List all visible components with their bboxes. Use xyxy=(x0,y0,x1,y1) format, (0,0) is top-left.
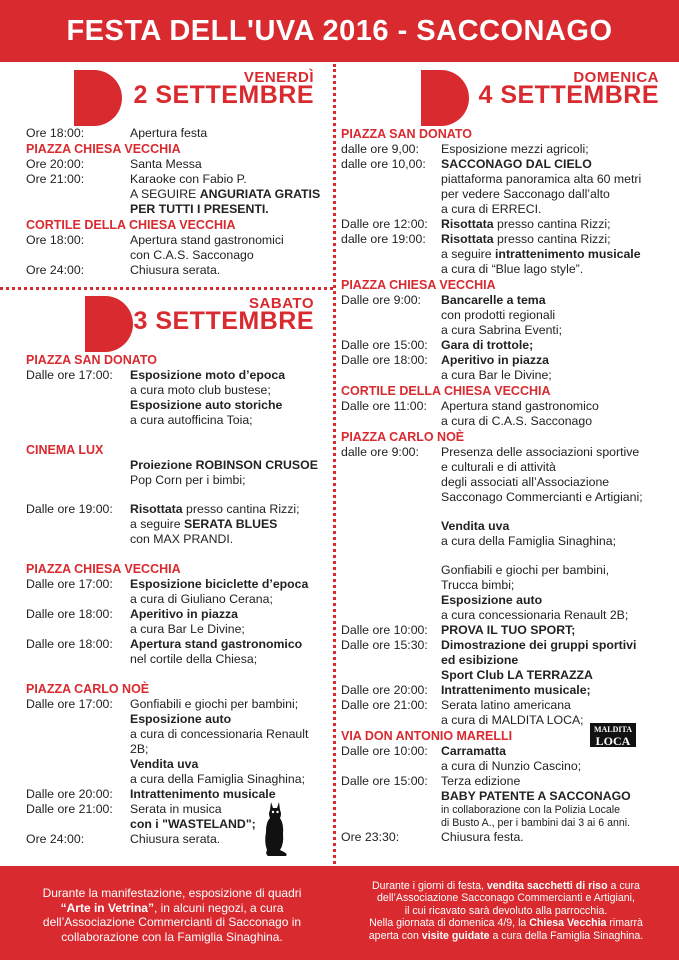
schedule-time: Dalle ore 15:00: xyxy=(341,774,428,788)
schedule-description: Gara di trottole; xyxy=(441,338,534,352)
schedule-row xyxy=(26,517,328,532)
schedule-description: Esposizione moto d’epoca xyxy=(130,368,286,382)
schedule-row xyxy=(26,727,328,757)
day-name: DOMENICA xyxy=(573,69,659,86)
schedule-list xyxy=(26,458,328,488)
saturday-section xyxy=(26,292,328,847)
schedule-time xyxy=(341,563,441,578)
schedule-description: BABY PATENTE A SACCONAGO xyxy=(441,789,631,803)
schedule-description: Chiusura serata. xyxy=(130,832,221,846)
schedule-time: Dalle ore 20:00: xyxy=(341,683,428,697)
schedule-row xyxy=(341,653,667,668)
schedule-description: con prodotti regionali xyxy=(441,308,556,322)
schedule-time xyxy=(341,534,441,549)
schedule-list xyxy=(341,399,667,429)
schedule-row xyxy=(341,414,667,429)
schedule-time xyxy=(26,517,130,532)
vertical-divider xyxy=(333,64,336,864)
schedule-time xyxy=(341,608,441,623)
schedule-row: Ore 18:00: Apertura stand gastronomici xyxy=(26,233,284,247)
schedule-description: a cura di concessionaria Renault 2B; xyxy=(130,727,309,756)
schedule-description: Dimostrazione dei gruppi sportivi xyxy=(441,638,637,652)
schedule-time xyxy=(26,772,130,787)
schedule-description: Serata latino americana xyxy=(441,698,571,712)
venue-heading: PIAZZA CHIESA VECCHIA xyxy=(341,278,496,292)
schedule-description: con MAX PRANDI. xyxy=(130,532,234,546)
schedule-time xyxy=(341,713,441,728)
schedule-description: Esposizione auto storiche xyxy=(130,398,283,412)
schedule-time xyxy=(341,593,441,608)
schedule-time xyxy=(26,817,130,832)
schedule-list xyxy=(26,502,328,547)
schedule-time xyxy=(341,519,441,534)
schedule-time: Dalle ore 20:00: xyxy=(26,787,113,801)
schedule-description: a cura della Famiglia Sinaghina; xyxy=(441,534,616,548)
schedule-list xyxy=(341,519,667,549)
schedule-time xyxy=(341,172,441,187)
schedule-row xyxy=(341,368,667,383)
footer-left-note: Durante la manifestazione, esposizione di quadri “Arte in Vetrina”, in alcuni negozi, a cura dell’Associazione Commercianti di Sacconago in collaborazione con la Famiglia Sinaghina. xyxy=(42,886,302,944)
schedule-description: Risottata presso cantina Rizzi; xyxy=(130,502,300,516)
cat-silhouette-icon xyxy=(262,798,288,858)
schedule-time: Dalle ore 18:00: xyxy=(26,607,113,621)
schedule-description: a cura Bar Le Divine; xyxy=(130,622,245,636)
schedule-description: a cura di “Blue lago style”. xyxy=(441,262,584,276)
schedule-description: Sport Club LA TERRAZZA xyxy=(441,668,593,682)
schedule-list xyxy=(341,563,667,728)
schedule-row xyxy=(341,593,667,608)
schedule-row xyxy=(341,668,667,683)
schedule-description: Risottata presso cantina Rizzi; xyxy=(441,217,611,231)
venue-heading: PIAZZA SAN DONATO xyxy=(341,127,473,141)
venue-heading: PIAZZA CARLO NOÈ xyxy=(341,430,465,444)
schedule-description: Apertura stand gastronomico xyxy=(441,399,599,413)
schedule-row xyxy=(341,759,667,774)
schedule-time: Dalle ore 11:00: xyxy=(341,399,427,413)
day-date: 2 SETTEMBRE xyxy=(133,81,314,109)
schedule-row: Ore 23:30: Chiusura festa. xyxy=(341,830,524,844)
schedule-description: a cura di Giuliano Cerana; xyxy=(130,592,273,606)
schedule-row: in collaborazione con la Polizia Locale xyxy=(441,804,621,816)
schedule-time xyxy=(26,532,130,547)
schedule-description: piattaforma panoramica alta 60 metri xyxy=(441,172,642,186)
schedule-description: Esposizione biciclette d’epoca xyxy=(130,577,309,591)
venue-heading: CINEMA LUX xyxy=(26,443,104,457)
schedule-time xyxy=(341,262,441,277)
schedule-row xyxy=(26,532,328,547)
schedule-row xyxy=(341,534,667,549)
schedule-time: Dalle ore 17:00: xyxy=(26,368,113,382)
schedule-row xyxy=(341,323,667,338)
venue-heading: PIAZZA SAN DONATO xyxy=(26,353,158,367)
page-title: FESTA DELL'UVA 2016 - SACCONAGO xyxy=(0,0,679,62)
schedule-row xyxy=(341,460,667,475)
schedule-row xyxy=(26,622,328,637)
schedule-row xyxy=(26,502,328,517)
schedule-row xyxy=(341,519,667,534)
schedule-time xyxy=(341,368,441,383)
schedule-time: Dalle ore 10:00: xyxy=(341,623,428,637)
schedule-time xyxy=(341,668,441,683)
schedule-description: a cura Bar le Divine; xyxy=(441,368,552,382)
schedule-description: Pop Corn per i bimbi; xyxy=(130,473,246,487)
schedule-description: Aperitivo in piazza xyxy=(441,353,549,367)
schedule-row xyxy=(26,413,328,428)
schedule-row: Ore 21:00: Karaoke con Fabio P. xyxy=(26,172,247,186)
schedule-description: Terza edizione xyxy=(441,774,521,788)
schedule-list xyxy=(341,445,667,505)
schedule-row xyxy=(341,187,667,202)
schedule-time: Dalle ore 17:00: xyxy=(26,697,113,711)
schedule-list xyxy=(26,368,328,428)
schedule-time: dalle ore 10,00: xyxy=(341,157,426,171)
schedule-description: Vendita uva xyxy=(130,757,199,771)
venue-heading: PIAZZA CHIESA VECCHIA xyxy=(26,562,181,576)
schedule-description: Apertura stand gastronomico xyxy=(130,637,303,651)
schedule-description: a seguire SERATA BLUES xyxy=(130,517,278,531)
schedule-description: a cura Sabrina Eventi; xyxy=(441,323,562,337)
schedule-row xyxy=(26,473,328,488)
venue-heading: PIAZZA CARLO NOÈ xyxy=(26,682,150,696)
schedule-time: Dalle ore 9:00: xyxy=(341,293,421,307)
schedule-description: Risottata presso cantina Rizzi; xyxy=(441,232,611,246)
schedule-list xyxy=(341,293,667,383)
schedule-row xyxy=(341,217,667,232)
schedule-row xyxy=(26,652,328,667)
schedule-time: Dalle ore 21:00: xyxy=(341,698,428,712)
schedule-row xyxy=(341,683,667,698)
schedule-row xyxy=(341,638,667,653)
schedule-row xyxy=(341,293,667,308)
schedule-row xyxy=(26,398,328,413)
schedule-description: ed esibizione xyxy=(441,653,519,667)
schedule-row xyxy=(26,697,328,712)
schedule-time xyxy=(26,413,130,428)
schedule-time: Dalle ore 10:00: xyxy=(341,744,428,758)
schedule-description: a cura autofficina Toia; xyxy=(130,413,253,427)
schedule-description: a cura di C.A.S. Sacconago xyxy=(441,414,593,428)
schedule-description: nel cortile della Chiesa; xyxy=(130,652,258,666)
schedule-time xyxy=(26,398,130,413)
schedule-time: Dalle ore 17:00: xyxy=(26,577,113,591)
schedule-time xyxy=(341,578,441,593)
schedule-row xyxy=(341,490,667,505)
schedule-row xyxy=(26,772,328,787)
schedule-time xyxy=(341,460,441,475)
schedule-time xyxy=(26,727,130,757)
schedule-time: Dalle ore 15:30: xyxy=(341,638,428,652)
day-date: 3 SETTEMBRE xyxy=(133,307,314,335)
schedule-time: dalle ore 9,00: xyxy=(341,142,419,156)
schedule-time xyxy=(341,490,441,505)
date-marker-shape xyxy=(421,70,469,126)
schedule-time xyxy=(341,789,441,804)
schedule-time xyxy=(341,653,441,668)
schedule-description: e culturali e di attività xyxy=(441,460,556,474)
schedule-time: Ore 24:00: xyxy=(26,832,85,846)
schedule-description: Intrattenimento musicale; xyxy=(441,683,591,697)
schedule-row: Ore 24:00: Chiusura serata. xyxy=(26,263,221,277)
schedule-time xyxy=(26,712,130,727)
schedule-time: Dalle ore 18:00: xyxy=(26,637,113,651)
schedule-description: PROVA IL TUO SPORT; xyxy=(441,623,576,637)
maldita-loca-logo: MALDITA LOCA xyxy=(590,723,636,747)
schedule-row xyxy=(26,383,328,398)
schedule-description: Esposizione auto xyxy=(130,712,232,726)
schedule-row xyxy=(341,623,667,638)
schedule-row xyxy=(341,308,667,323)
day-name: SABATO xyxy=(249,295,314,312)
schedule-description: a cura di Nunzio Cascino; xyxy=(441,759,582,773)
schedule-row: A SEGUIRE ANGURIATA GRATIS xyxy=(130,187,321,201)
schedule-time: Dalle ore 12:00: xyxy=(341,217,428,231)
schedule-time: Dalle ore 15:00: xyxy=(341,338,428,352)
schedule-row xyxy=(341,399,667,414)
schedule-time: Dalle ore 19:00: xyxy=(26,502,113,516)
horizontal-divider xyxy=(0,287,333,290)
schedule-row xyxy=(341,445,667,460)
schedule-description: Esposizione auto xyxy=(441,593,543,607)
schedule-time: Dalle ore 21:00: xyxy=(26,802,113,816)
date-marker-shape xyxy=(74,70,122,126)
schedule-row xyxy=(26,712,328,727)
venue-heading: CORTILE DELLA CHIESA VECCHIA xyxy=(341,384,551,398)
schedule-time xyxy=(341,414,441,429)
schedule-description: degli associati all’Associazione xyxy=(441,475,610,489)
schedule-description: Sacconago Commercianti e Artigiani; xyxy=(441,490,643,504)
schedule-list xyxy=(341,142,667,277)
schedule-time: dalle ore 9:00: xyxy=(341,445,419,459)
schedule-row xyxy=(26,458,328,473)
venue-heading: VIA DON ANTONIO MARELLI xyxy=(341,729,513,743)
schedule-row xyxy=(341,578,667,593)
schedule-description: Aperitivo in piazza xyxy=(130,607,238,621)
schedule-row: di Busto A., per i bambini dai 3 ai 6 anni. xyxy=(441,817,631,829)
venue-heading: CORTILE DELLA CHIESA VECCHIA xyxy=(26,218,236,232)
schedule-description: a cura di MALDITA LOCA; xyxy=(441,713,584,727)
schedule-row xyxy=(26,592,328,607)
schedule-time xyxy=(26,383,130,398)
schedule-description: a cura di ERRECI. xyxy=(441,202,542,216)
schedule-description: per vedere Sacconago dall’alto xyxy=(441,187,610,201)
schedule-description: Intrattenimento musicale xyxy=(130,787,276,801)
schedule-description: Proiezione ROBINSON CRUSOE xyxy=(130,458,318,472)
schedule-time xyxy=(26,622,130,637)
schedule-row xyxy=(341,232,667,247)
venue-heading: PIAZZA CHIESA VECCHIA xyxy=(26,142,181,156)
friday-section xyxy=(26,66,326,278)
schedule-row xyxy=(26,757,328,772)
schedule-description: Presenza delle associazioni sportive xyxy=(441,445,640,459)
schedule-time xyxy=(341,759,441,774)
schedule-description: con i "WASTELAND"; xyxy=(130,817,256,831)
schedule-list xyxy=(341,744,667,804)
schedule-time xyxy=(26,592,130,607)
schedule-row xyxy=(341,338,667,353)
schedule-description: Serata in musica xyxy=(130,802,222,816)
schedule-row xyxy=(341,172,667,187)
schedule-time xyxy=(341,202,441,217)
schedule-time xyxy=(341,308,441,323)
schedule-row xyxy=(341,353,667,368)
schedule-row xyxy=(341,157,667,172)
schedule-row xyxy=(341,774,667,789)
schedule-description: a seguire intrattenimento musicale xyxy=(441,247,641,261)
schedule-time xyxy=(341,187,441,202)
schedule-time: Dalle ore 18:00: xyxy=(341,353,428,367)
schedule-row xyxy=(26,368,328,383)
schedule-time xyxy=(341,323,441,338)
schedule-row xyxy=(26,637,328,652)
schedule-row xyxy=(341,698,667,713)
schedule-row xyxy=(341,142,667,157)
schedule-description: Gonfiabili e giochi per bambini; xyxy=(130,697,299,711)
schedule-description: Vendita uva xyxy=(441,519,510,533)
schedule-description: SACCONAGO DAL CIELO xyxy=(441,157,592,171)
schedule-row xyxy=(341,563,667,578)
schedule-row xyxy=(341,262,667,277)
schedule-row xyxy=(341,608,667,623)
schedule-time xyxy=(341,247,441,262)
schedule-time xyxy=(26,652,130,667)
schedule-row: con C.A.S. Sacconago xyxy=(130,248,254,262)
schedule-description: a cura concessionaria Renault 2B; xyxy=(441,608,629,622)
schedule-row xyxy=(341,789,667,804)
schedule-time xyxy=(26,757,130,772)
schedule-row xyxy=(341,247,667,262)
schedule-row xyxy=(26,607,328,622)
schedule-description: Carramatta xyxy=(441,744,506,758)
date-marker-shape xyxy=(85,296,133,352)
day-date: 4 SETTEMBRE xyxy=(478,81,659,109)
schedule-row xyxy=(26,577,328,592)
schedule-row xyxy=(341,202,667,217)
schedule-description: a cura della Famiglia Sinaghina; xyxy=(130,772,305,786)
schedule-row: Ore 20:00: Santa Messa xyxy=(26,157,202,171)
schedule-description: Trucca bimbi; xyxy=(441,578,515,592)
footer-banner xyxy=(0,866,679,960)
footer-right-note: Durante i giorni di festa, vendita sacchetti di riso a cura dell’Associazione Sacconago Commercianti e Artigiani, il cui ricavato sarà devoluto alla parrocchia. Nella giornata di domenica 4/9, la Chiesa Vecchia rimarrà aperta con visite guidate a cura della Famiglia Sinaghina. xyxy=(368,880,644,942)
schedule-row: Ore 18:00: Apertura festa xyxy=(26,126,208,140)
schedule-time xyxy=(26,473,130,488)
schedule-description: Gonfiabili e giochi per bambini, xyxy=(441,563,610,577)
schedule-row: PER TUTTI I PRESENTI. xyxy=(130,202,269,216)
schedule-row xyxy=(341,475,667,490)
schedule-list xyxy=(26,577,328,667)
day-name: VENERDÌ xyxy=(243,69,314,86)
schedule-time xyxy=(341,475,441,490)
schedule-time: dalle ore 19:00: xyxy=(341,232,426,246)
schedule-time xyxy=(26,458,130,473)
schedule-description: Bancarelle a tema xyxy=(441,293,546,307)
schedule-description: Esposizione mezzi agricoli; xyxy=(441,142,589,156)
schedule-description: a cura moto club bustese; xyxy=(130,383,271,397)
